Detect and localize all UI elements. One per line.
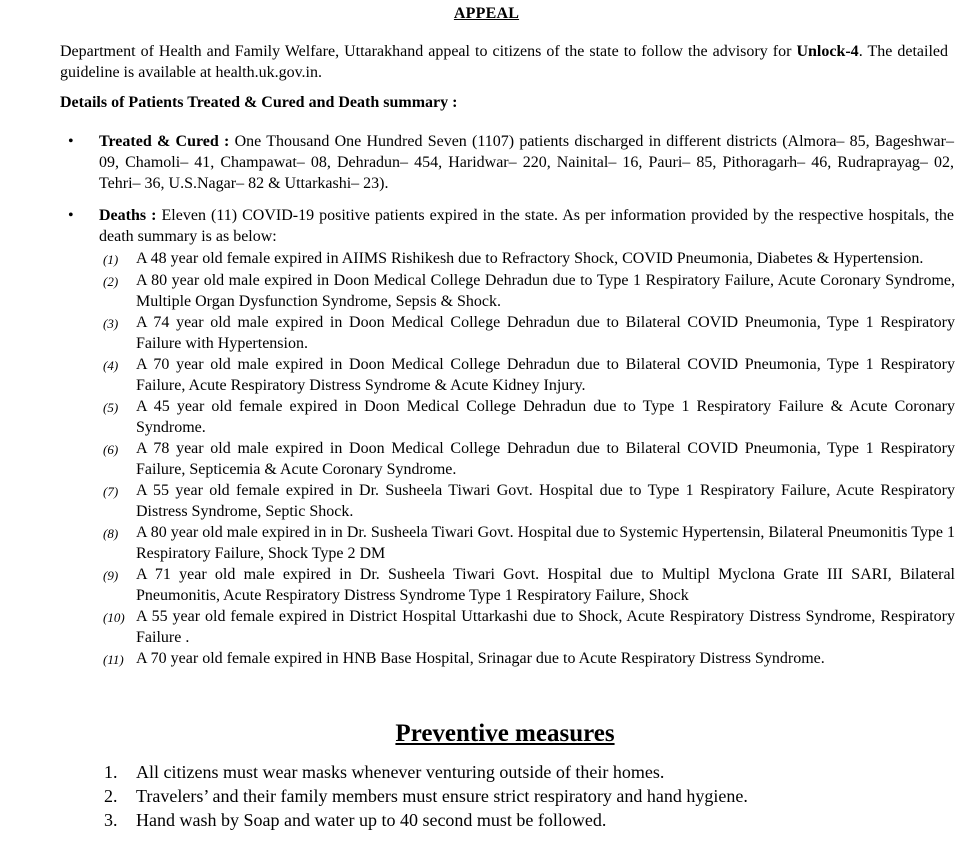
death-item-number: (4) <box>103 358 119 373</box>
preventive-item <box>104 760 748 784</box>
appeal-title: APPEAL <box>453 5 520 22</box>
death-item-number: (1) <box>103 252 119 267</box>
preventive-item-number: 3. <box>104 810 118 830</box>
death-item <box>103 270 955 312</box>
treated-cured-bullet <box>68 131 954 194</box>
preventive-item <box>104 784 748 808</box>
preventive-measures-list <box>104 760 748 832</box>
preventive-item-text: All citizens must wear masks whenever venturing outside of their homes. <box>136 762 665 782</box>
intro-unlock-bold: Unlock-4 <box>796 43 859 60</box>
death-item <box>103 480 955 522</box>
preventive-item-number: 1. <box>104 762 118 782</box>
death-item-number: (8) <box>103 526 119 541</box>
death-item-text: A 55 year old female expired in Dr. Susheela Tiwari Govt. Hospital due to Type 1 Respiratory Failure, Acute Respiratory Distress Syndrome, Septic Shock. <box>136 482 955 520</box>
death-item-number: (6) <box>103 442 119 457</box>
death-item-text: A 74 year old male expired in Doon Medical College Dehradun due to Bilateral COVID Pneumonia, Type 1 Respiratory Failure with Hypertension. <box>136 314 955 352</box>
death-item-text: A 55 year old female expired in District Hospital Uttarkashi due to Shock, Acute Respiratory Distress Syndrome, Respiratory Failure . <box>136 608 955 646</box>
bullet-dot-icon: • <box>68 207 74 224</box>
preventive-item-text: Hand wash by Soap and water up to 40 second must be followed. <box>136 810 607 830</box>
death-item-text: A 45 year old female expired in Doon Medical College Dehradun due to Type 1 Respiratory Failure & Acute Coronary Syndrome. <box>136 398 955 436</box>
death-item <box>103 248 955 270</box>
death-item <box>103 438 955 480</box>
death-item <box>103 564 955 606</box>
preventive-measures-heading: Preventive measures <box>395 720 615 747</box>
death-item-number: (7) <box>103 484 119 499</box>
deaths-bullet <box>68 205 954 247</box>
intro-text: Department of Health and Family Welfare, Uttarakhand appeal to citizens of the state to follow the advisory for <box>60 43 797 60</box>
appeal-intro <box>60 41 948 83</box>
death-item <box>103 396 955 438</box>
death-summary-list <box>103 248 955 670</box>
deaths-label: Deaths : <box>99 207 157 224</box>
death-item-text: A 80 year old male expired in Doon Medical College Dehradun due to Type 1 Respiratory Failure, Acute Coronary Syndrome, Multiple Organ Dysfunction Syndrome, Sepsis & Shock. <box>136 272 955 310</box>
deaths-text: Eleven (11) COVID-19 positive patients expired in the state. As per information provided by the respective hospitals, the death summary is as below: <box>99 207 954 245</box>
preventive-item-number: 2. <box>104 786 118 806</box>
death-item <box>103 606 955 648</box>
death-item-number: (11) <box>103 652 124 667</box>
death-item-text: A 80 year old male expired in in Dr. Susheela Tiwari Govt. Hospital due to Systemic Hypertensin, Bilateral Pneumonitis Type 1 Respiratory Failure, Shock Type 2 DM <box>136 524 955 562</box>
death-item-text: A 71 year old male expired in Dr. Susheela Tiwari Govt. Hospital due to Multipl Myclona Grate III SARI, Bilateral Pneumonitis, Acute Respiratory Distress Syndrome Type 1 Respiratory Failure, Shock <box>136 566 955 604</box>
intro-end: . The detailed guideline is available at health.uk.gov.in. <box>60 43 948 81</box>
death-item <box>103 648 955 670</box>
death-item <box>103 354 955 396</box>
preventive-item <box>104 808 748 832</box>
death-item-number: (9) <box>103 568 119 583</box>
death-item <box>103 522 955 564</box>
treated-text: One Thousand One Hundred Seven (1107) patients discharged in different districts (Almora– 85, Bageshwar– 09, Chamoli– 41, Champawat– 08, Dehradun– 454, Haridwar– 220, Nainital– 16, Pauri– 85, Pithoragarh– 46, Rudraprayag– 02, Tehri– 36, U.S.Nagar– 82 & Uttarkashi– 23). <box>99 133 954 192</box>
death-item-number: (3) <box>103 316 119 331</box>
death-item <box>103 312 955 354</box>
death-item-text: A 70 year old male expired in Doon Medical College Dehradun due to Bilateral COVID Pneumonia, Type 1 Respiratory Failure, Acute Respiratory Distress Syndrome & Acute Kidney Injury. <box>136 356 955 394</box>
death-item-number: (10) <box>103 610 125 625</box>
death-item-text: A 48 year old female expired in AIIMS Rishikesh due to Refractory Shock, COVID Pneumonia, Diabetes & Hypertension. <box>136 250 924 267</box>
death-item-number: (2) <box>103 274 119 289</box>
death-item-number: (5) <box>103 400 119 415</box>
treated-label: Treated & Cured : <box>99 133 230 150</box>
bullet-dot-icon: • <box>68 133 74 150</box>
details-heading: Details of Patients Treated & Cured and Death summary : <box>60 94 458 111</box>
death-item-text: A 78 year old male expired in Doon Medical College Dehradun due to Bilateral COVID Pneumonia, Type 1 Respiratory Failure, Septicemia & Acute Coronary Syndrome. <box>136 440 955 478</box>
death-item-text: A 70 year old female expired in HNB Base Hospital, Srinagar due to Acute Respiratory Distress Syndrome. <box>136 650 825 667</box>
preventive-item-text: Travelers’ and their family members must ensure strict respiratory and hand hygiene. <box>136 786 748 806</box>
